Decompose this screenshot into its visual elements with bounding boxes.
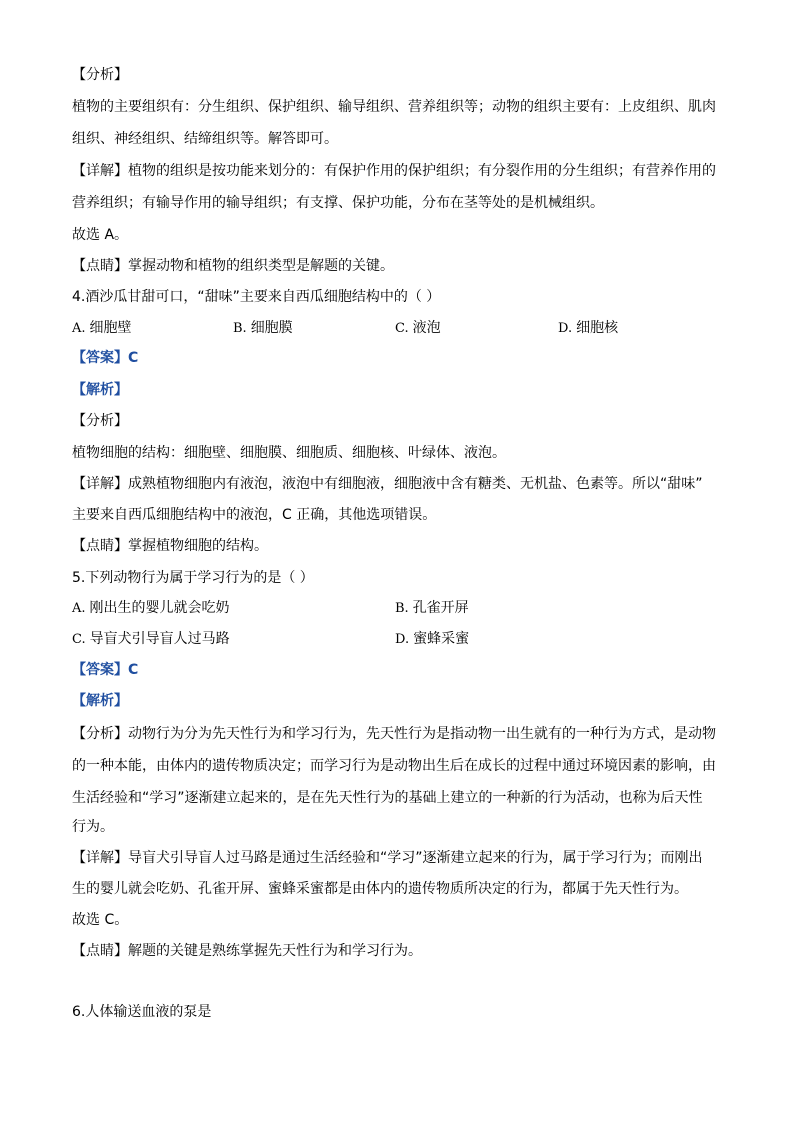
q5-answer: 【答案】C xyxy=(72,662,139,678)
q4-answer-value: C xyxy=(128,350,139,366)
q5-detail-line-1: 【详解】导盲犬引导盲人过马路是通过生活经验和“学习”逐渐建立起来的行为，属于学习行为；而刚出 xyxy=(72,850,703,866)
q4-explain-label: 【解析】 xyxy=(72,382,128,398)
q4-detail-line-1: 【详解】成熟植物细胞内有液泡，液泡中有细胞液，细胞液中含有糖类、无机盐、色素等。所以“甜味” xyxy=(72,476,703,492)
q5-answer-value: C xyxy=(128,662,139,678)
q3-detail-line-1: 【详解】植物的组织是按功能来划分的：有保护作用的保护组织；有分裂作用的分生组织；有营养作用的 xyxy=(72,163,716,179)
q4-option-c: C. 液泡 xyxy=(395,320,441,336)
q3-analysis-label: 【分析】 xyxy=(72,67,128,83)
q4-options xyxy=(72,320,728,338)
q3-comment: 【点睛】掌握动物和植物的组织类型是解题的关键。 xyxy=(72,258,394,274)
q5-analysis-line-2: 的一种本能，由体内的遗传物质决定；而学习行为是动物出生后在成长的过程中通过环境因素的影响，由 xyxy=(72,758,716,774)
q3-detail-line-2: 营养组织；有输导作用的输导组织；有支撑、保护功能，分布在茎等处的是机械组织。 xyxy=(72,195,604,211)
q5-option-d: D. 蜜蜂采蜜 xyxy=(395,631,470,647)
q4-analysis-label: 【分析】 xyxy=(72,413,128,429)
q4-analysis-line-1: 植物细胞的结构：细胞壁、细胞膜、细胞质、细胞核、叶绿体、液泡。 xyxy=(72,445,506,461)
q3-choice: 故选 A。 xyxy=(72,227,129,243)
q5-option-b: B. 孔雀开屏 xyxy=(395,600,469,616)
q5-comment: 【点睛】解题的关键是熟练掌握先天性行为和学习行为。 xyxy=(72,943,422,959)
q5-explain-label: 【解析】 xyxy=(72,693,128,709)
q4-comment: 【点睛】掌握植物细胞的结构。 xyxy=(72,538,268,554)
q4-stem: 4.酒沙瓜甘甜可口，“甜味”主要来自西瓜细胞结构中的（ ） xyxy=(72,289,441,305)
q5-options-row-1 xyxy=(72,600,728,618)
q5-option-a: A. 刚出生的婴儿就会吃奶 xyxy=(72,600,230,616)
q5-option-c: C. 导盲犬引导盲人过马路 xyxy=(72,631,230,647)
q4-detail-line-2: 主要来自西瓜细胞结构中的液泡，C 正确，其他选项错误。 xyxy=(72,507,437,523)
q5-options-row-2 xyxy=(72,631,728,649)
q4-answer: 【答案】C xyxy=(72,350,139,366)
q3-analysis-line-2: 组织、神经组织、结缔组织等。解答即可。 xyxy=(72,131,338,147)
q5-detail-line-2: 生的婴儿就会吃奶、孔雀开屏、蜜蜂采蜜都是由体内的遗传物质所决定的行为，都属于先天性行为。 xyxy=(72,881,688,897)
q5-choice: 故选 C。 xyxy=(72,912,129,928)
q4-option-a: A. 细胞壁 xyxy=(72,320,132,336)
q5-analysis-line-3: 生活经验和“学习”逐渐建立起来的，是在先天性行为的基础上建立的一种新的行为活动，也称为后天性 xyxy=(72,790,703,806)
q5-stem: 5.下列动物行为属于学习行为的是（ ） xyxy=(72,570,314,586)
q6-stem: 6.人体输送血液的泵是 xyxy=(72,1004,212,1020)
q5-analysis-line-1: 【分析】动物行为分为先天性行为和学习行为，先天性行为是指动物一出生就有的一种行为方式，是动物 xyxy=(72,726,716,742)
q3-analysis-line-1: 植物的主要组织有：分生组织、保护组织、输导组织、营养组织等；动物的组织主要有：上皮组织、肌肉 xyxy=(72,99,716,115)
q5-analysis-line-4: 行为。 xyxy=(72,819,114,835)
q4-option-b: B. 细胞膜 xyxy=(233,320,293,336)
q4-option-d: D. 细胞核 xyxy=(558,320,619,336)
